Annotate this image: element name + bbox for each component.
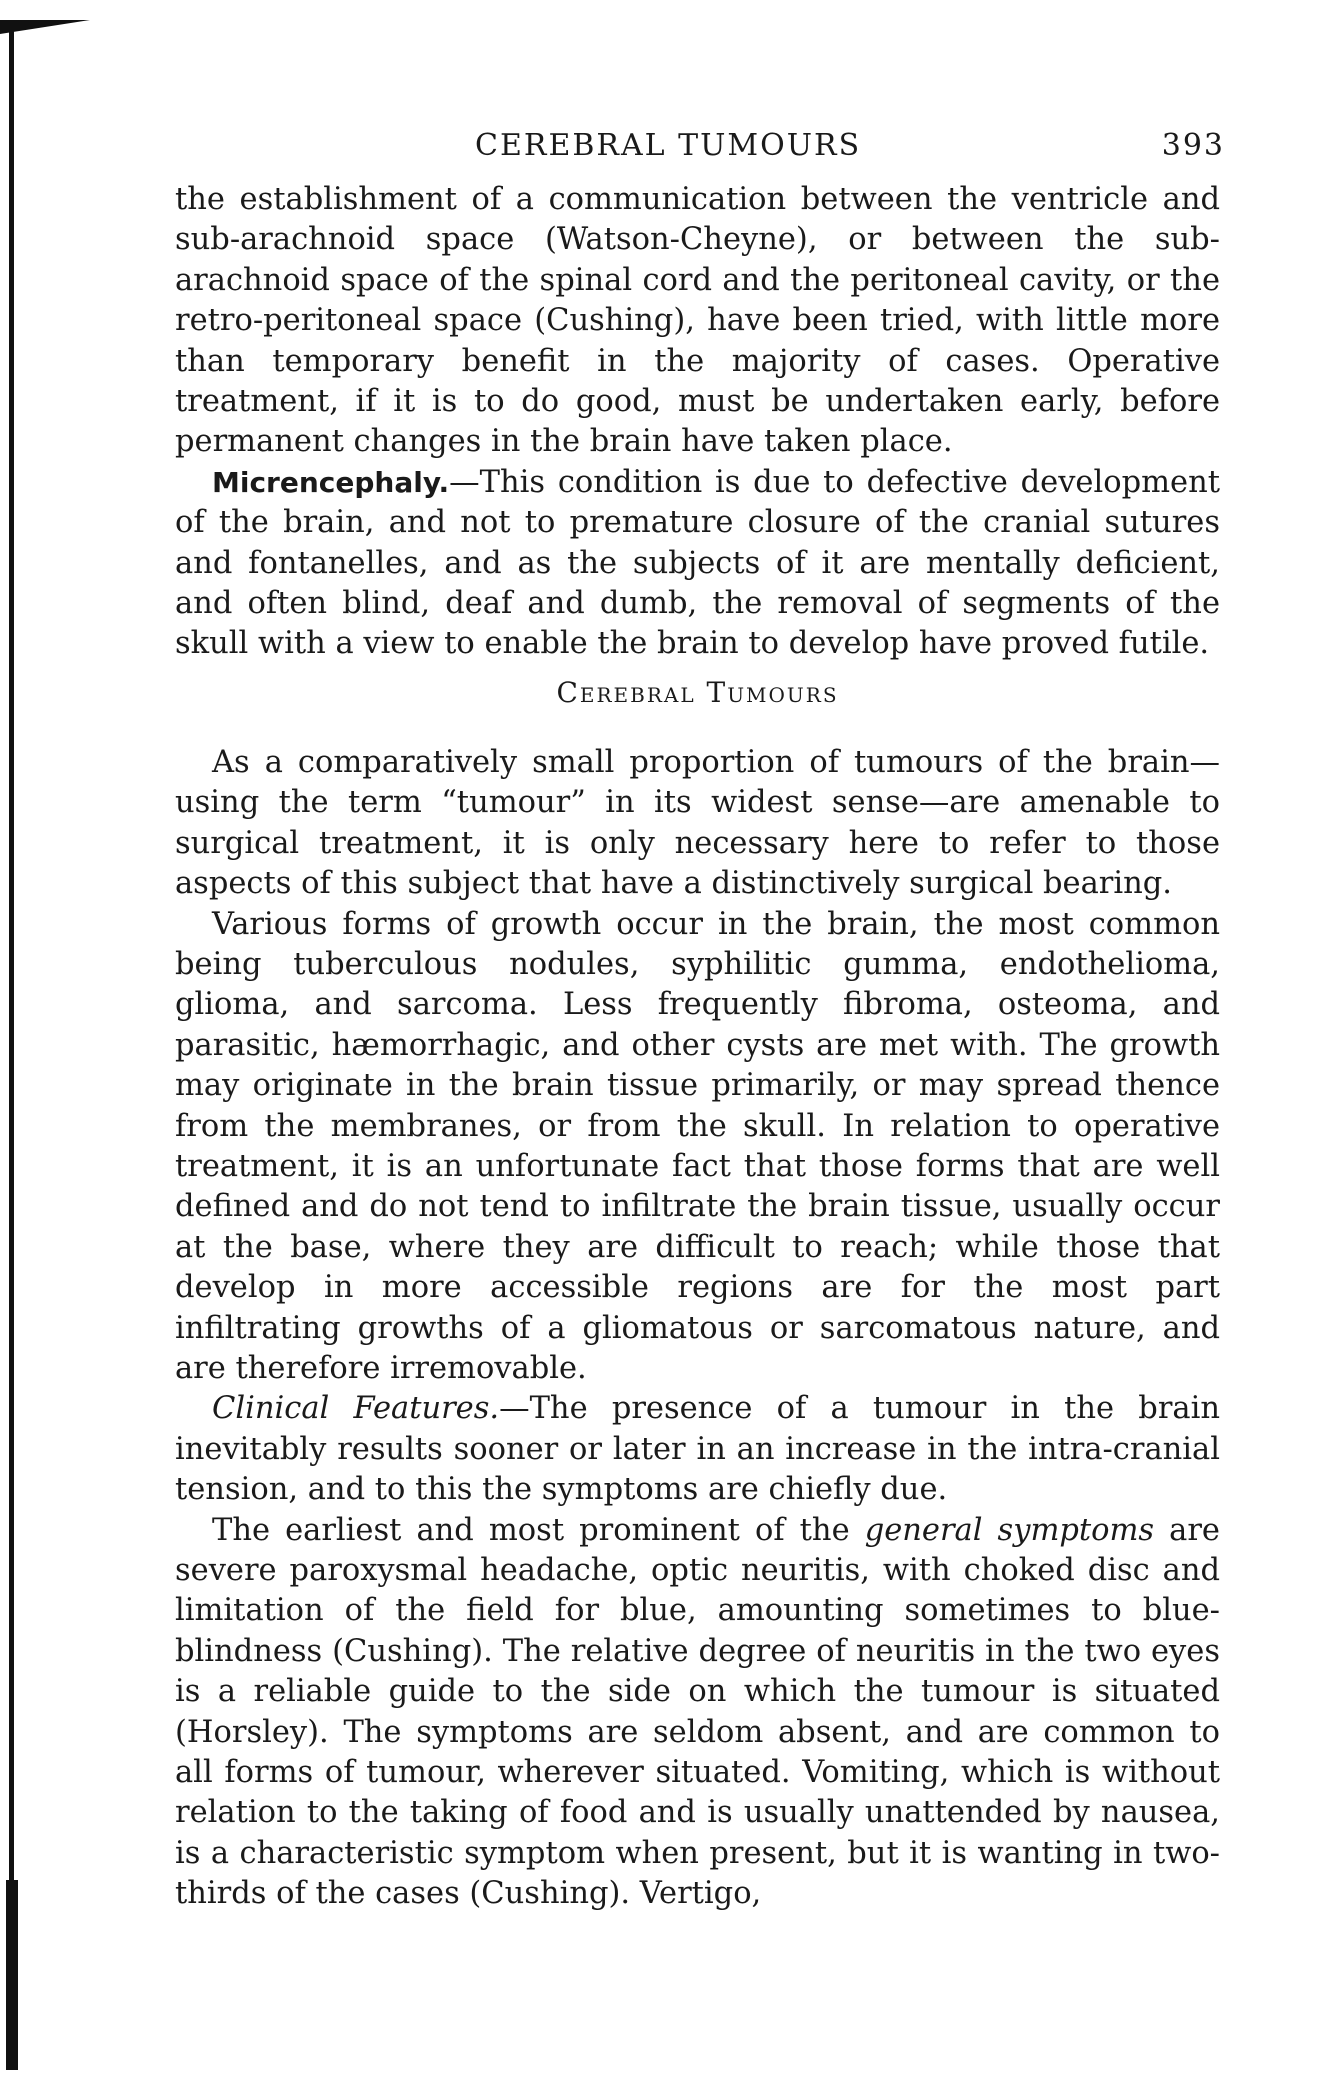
binding-edge [9,30,14,2070]
page-content [175,128,1225,1915]
general-symptoms-term: general symptoms [864,1512,1155,1548]
symptoms-text-after: are severe paroxysmal headache, optic neuritis, with choked disc and limitation of the field for blue, amounting sometimes to blue-blindness (Cushing). The relative degree of neuritis in the two eyes is a reliable guide to the side on which the tumour is situated (Horsley). The symptoms are seldom absent, and are common to all forms of tumour, wherever situated. Vomiting, which is without relation to the taking of food and is usually unattended by nausea, is a characteristic symptom when present, but it is wanting in two-thirds of the cases (Cushing). Vertigo, [175,1512,1220,1912]
running-header [175,128,1225,180]
paragraph-1: the establishment of a communication between the ventricle and sub-arachnoid space (Watson-Cheyne), or between the sub-arachnoid space of the spinal cord and the peritoneal cavity, or the retro-peritoneal space (Cushing), have been tried, with little more than temporary benefit in the majority of cases. Operative treatment, if it is to do good, must be undertaken early, before permanent changes in the brain have taken place. [175,182,1220,460]
symptoms-text-before: The earliest and most prominent of the [212,1512,865,1548]
paragraph-intro: As a comparatively small proportion of tumours of the brain—using the term “tumour” in its widest sense—are amenable to surgical treatment, it is only necessary here to refer to those aspects of this subject that have a distinctively surgical bearing. [175,744,1220,902]
paragraph-symptoms [175,1511,1220,1915]
micrencephaly-heading: Micrencephaly. [212,465,450,499]
running-title: CEREBRAL TUMOURS [475,128,862,163]
paragraph-micrencephaly [175,463,1220,665]
paragraph-forms: Various forms of growth occur in the brain, the most common being tuberculous nodules, syphilitic gumma, endothelioma, glioma, and sarcoma. Less frequently fibroma, osteoma, and parasitic, hæmorrhagic, and other cysts are met with. The growth may originate in the brain tissue primarily, or may spread thence from the membranes, or from the skull. In relation to operative treatment, it is an unfortunate fact that those forms that are well defined and do not tend to infiltrate the brain tissue, usually occur at the base, where they are difficult to reach; while those that develop in more accessible regions are for the most part infiltrating growths of a gliomatous or sarcomatous nature, and are therefore irremovable. [175,906,1220,1386]
page-number: 393 [1161,128,1225,163]
micrencephaly-text: —This condition is due to defective development of the brain, and not to premature closure of the cranial sutures and fontanelles, and as the subjects of it are mentally deficient, and often blind, deaf and dumb, the removal of segments of the skull with a view to enable the brain to develop have proved futile. [175,464,1220,662]
clinical-features-heading: Clinical Features. [212,1391,500,1427]
binding-mark [6,1880,18,2070]
clinical-features-text: —The presence of a tumour in the brain inevitably results sooner or later in an increase in the intra-cranial tension, and to this the symptoms are chiefly due. [175,1391,1220,1508]
paragraph-clinical [175,1389,1220,1510]
section-heading: Cerebral Tumours [556,675,839,709]
